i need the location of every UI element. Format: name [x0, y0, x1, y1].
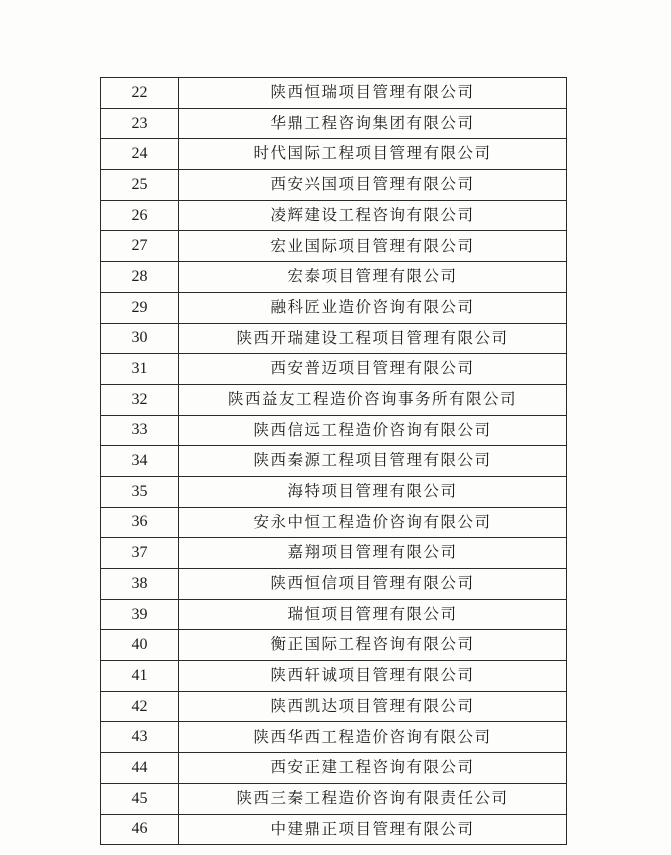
- row-number: 39: [101, 599, 179, 630]
- table-row: [101, 691, 567, 722]
- table-row: [101, 292, 567, 323]
- table-row: [101, 569, 567, 600]
- table-row: [101, 415, 567, 446]
- table-row: [101, 78, 567, 109]
- company-name: 陕西凯达项目管理有限公司: [179, 691, 567, 722]
- table-row: [101, 783, 567, 814]
- company-name: 融科匠业造价咨询有限公司: [179, 292, 567, 323]
- row-number: 35: [101, 476, 179, 507]
- company-name: 时代国际工程项目管理有限公司: [179, 139, 567, 170]
- company-name: 西安兴国项目管理有限公司: [179, 170, 567, 201]
- table-row: [101, 538, 567, 569]
- row-number: 33: [101, 415, 179, 446]
- company-name: 华鼎工程咨询集团有限公司: [179, 108, 567, 139]
- row-number: 26: [101, 200, 179, 231]
- company-name: 安永中恒工程造价咨询有限公司: [179, 507, 567, 538]
- company-name: 陕西恒信项目管理有限公司: [179, 569, 567, 600]
- row-number: 36: [101, 507, 179, 538]
- company-name: 宏业国际项目管理有限公司: [179, 231, 567, 262]
- row-number: 25: [101, 170, 179, 201]
- table-row: [101, 814, 567, 845]
- row-number: 46: [101, 814, 179, 845]
- company-name: 陕西轩诚项目管理有限公司: [179, 661, 567, 692]
- row-number: 45: [101, 783, 179, 814]
- company-name: 陕西恒瑞项目管理有限公司: [179, 78, 567, 109]
- row-number: 24: [101, 139, 179, 170]
- company-list-table: [100, 77, 567, 845]
- row-number: 31: [101, 354, 179, 385]
- table-row: [101, 262, 567, 293]
- company-name: 瑞恒项目管理有限公司: [179, 599, 567, 630]
- row-number: 37: [101, 538, 179, 569]
- table-row: [101, 661, 567, 692]
- company-name: 西安正建工程咨询有限公司: [179, 753, 567, 784]
- row-number: 40: [101, 630, 179, 661]
- table-row: [101, 722, 567, 753]
- row-number: 38: [101, 569, 179, 600]
- table-row: [101, 476, 567, 507]
- table-row: [101, 170, 567, 201]
- company-name: 陕西三秦工程造价咨询有限责任公司: [179, 783, 567, 814]
- row-number: 34: [101, 446, 179, 477]
- row-number: 32: [101, 384, 179, 415]
- table-row: [101, 599, 567, 630]
- table-row: [101, 231, 567, 262]
- table-row: [101, 384, 567, 415]
- table-row: [101, 354, 567, 385]
- row-number: 23: [101, 108, 179, 139]
- company-name: 凌辉建设工程咨询有限公司: [179, 200, 567, 231]
- table-row: [101, 630, 567, 661]
- table-row: [101, 200, 567, 231]
- row-number: 42: [101, 691, 179, 722]
- company-name: 衡正国际工程咨询有限公司: [179, 630, 567, 661]
- table-row: [101, 108, 567, 139]
- company-name: 宏泰项目管理有限公司: [179, 262, 567, 293]
- row-number: 29: [101, 292, 179, 323]
- table-row: [101, 139, 567, 170]
- row-number: 28: [101, 262, 179, 293]
- company-name: 陕西益友工程造价咨询事务所有限公司: [179, 384, 567, 415]
- company-name: 陕西信远工程造价咨询有限公司: [179, 415, 567, 446]
- company-list-body: [101, 78, 567, 845]
- table-row: [101, 753, 567, 784]
- row-number: 44: [101, 753, 179, 784]
- company-name: 中建鼎正项目管理有限公司: [179, 814, 567, 845]
- row-number: 30: [101, 323, 179, 354]
- table-row: [101, 507, 567, 538]
- row-number: 41: [101, 661, 179, 692]
- company-name: 陕西秦源工程项目管理有限公司: [179, 446, 567, 477]
- company-name: 陕西华西工程造价咨询有限公司: [179, 722, 567, 753]
- row-number: 27: [101, 231, 179, 262]
- company-name: 海特项目管理有限公司: [179, 476, 567, 507]
- company-name: 嘉翔项目管理有限公司: [179, 538, 567, 569]
- row-number: 43: [101, 722, 179, 753]
- company-name: 陕西开瑞建设工程项目管理有限公司: [179, 323, 567, 354]
- table-row: [101, 446, 567, 477]
- company-name: 西安普迈项目管理有限公司: [179, 354, 567, 385]
- row-number: 22: [101, 78, 179, 109]
- table-row: [101, 323, 567, 354]
